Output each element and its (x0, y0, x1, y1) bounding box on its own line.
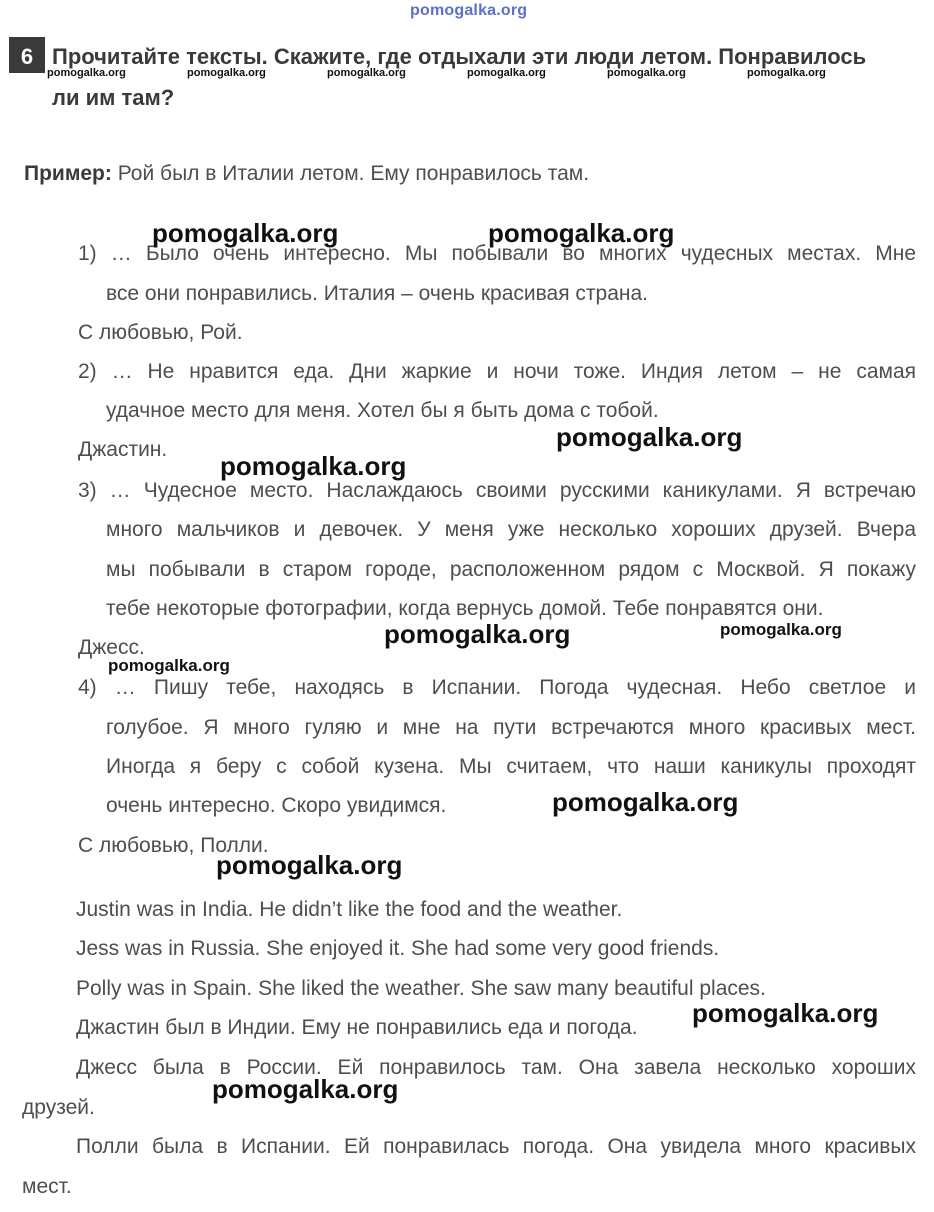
text-2-signature: Джастин. (78, 438, 168, 461)
text-4-line-2: голубое. Я много гуляю и мне на пути встречаются много красивых мест. (106, 716, 916, 739)
text-1-line-2: все они понравились. Италия – очень красивая страна. (106, 282, 649, 305)
example-line (24, 162, 589, 186)
text-2-line-1: 2) … Не нравится еда. Дни жаркие и ночи тоже. Индия летом – не самая (78, 360, 916, 383)
answer-russian-2-line-2: друзей. (22, 1096, 95, 1119)
exercise-title-line-1: Прочитайте тексты. Скажите, где отдыхали эти люди летом. Понравилось (52, 44, 867, 69)
watermark: pomogalka.org (552, 787, 739, 817)
exercise-number-badge: 6 (9, 37, 45, 73)
watermark: pomogalka.org (692, 998, 879, 1028)
watermark: pomogalka.org (108, 656, 230, 675)
watermark: pomogalka.org (556, 422, 743, 452)
text-4-line-1: 4) … Пишу тебе, находясь в Испании. Погода чудесная. Небо светлое и (78, 676, 916, 699)
text-3-line-4: тебе некоторые фотографии, когда вернусь домой. Тебе понравятся они. (106, 597, 824, 620)
text-3-line-2: много мальчиков и девочек. У меня уже несколько хороших друзей. Вчера (106, 518, 916, 541)
watermark: pomogalka.org (152, 218, 339, 248)
text-4-signature: С любовью, Полли. (78, 834, 269, 857)
answer-english-3: Polly was in Spain. She liked the weather. She saw many beautiful places. (76, 977, 766, 1000)
exercise-title-line-2: ли им там? (52, 85, 175, 110)
text-3-line-1: 3) … Чудесное место. Наслаждаюсь своими русскими каникулами. Я встречаю (78, 479, 916, 502)
example-text: Рой был в Италии летом. Ему понравилось там. (111, 162, 590, 185)
answer-russian-1: Джастин был в Индии. Ему не понравились еда и погода. (76, 1016, 638, 1039)
watermark: pomogalka.org (384, 619, 571, 649)
text-1-signature: С любовью, Рой. (78, 321, 243, 344)
text-3-signature: Джесс. (78, 636, 145, 659)
answer-english-1: Justin was in India. He didn’t like the food and the weather. (76, 898, 623, 921)
answer-english-2: Jess was in Russia. She enjoyed it. She had some very good friends. (76, 937, 720, 960)
header-watermark: pomogalka.org (327, 67, 406, 79)
text-3-line-3: мы побывали в старом городе, расположенном рядом с Москвой. Я покажу (106, 558, 916, 581)
text-4-line-4: очень интересно. Скоро увидимся. (106, 794, 447, 817)
answer-russian-3-line-1: Полли была в Испании. Ей понравилась погода. Она увидела много красивых (76, 1135, 916, 1158)
answer-russian-3-line-2: мест. (22, 1175, 72, 1198)
watermark: pomogalka.org (488, 218, 675, 248)
header-watermark: pomogalka.org (187, 67, 266, 79)
header-watermark: pomogalka.org (747, 67, 826, 79)
top-watermark: pomogalka.org (410, 2, 528, 19)
header-watermark: pomogalka.org (607, 67, 686, 79)
answer-russian-2-line-1: Джесс была в России. Ей понравилось там. Она завела несколько хороших (76, 1056, 916, 1079)
watermark: pomogalka.org (720, 620, 842, 639)
header-watermark: pomogalka.org (467, 67, 546, 79)
watermark: pomogalka.org (216, 850, 403, 880)
text-2-line-2: удачное место для меня. Хотел бы я быть дома с тобой. (106, 399, 659, 422)
watermark: pomogalka.org (220, 451, 407, 481)
header-watermark: pomogalka.org (47, 67, 126, 79)
text-1-line-1: 1) … Было очень интересно. Мы побывали во многих чудесных местах. Мне (78, 242, 916, 265)
text-4-line-3: Иногда я беру с собой кузена. Мы считаем, что наши каникулы проходят (106, 755, 916, 778)
example-label: Пример: (24, 162, 112, 185)
watermark: pomogalka.org (212, 1074, 399, 1104)
